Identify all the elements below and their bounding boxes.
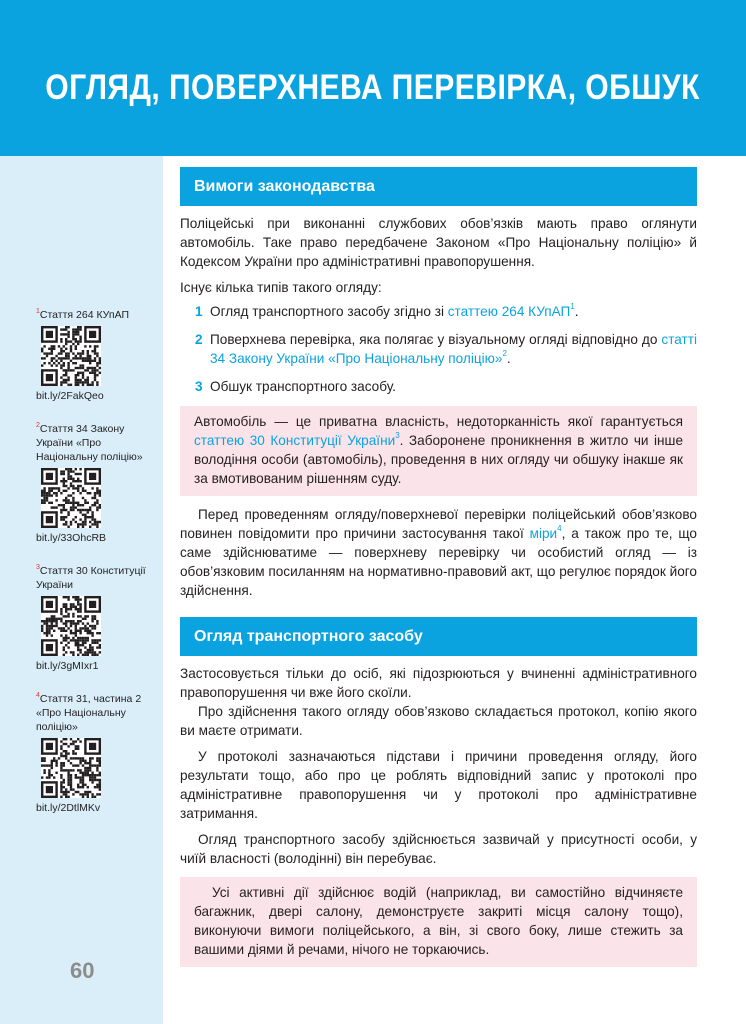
qr-code-icon[interactable] [41, 596, 101, 656]
list-text: Поверхнева перевірка, яка полягає у візуальному огляді відповідно до [210, 332, 662, 347]
footnote-title: Стаття 30 Конституції України [36, 565, 146, 591]
section-heading: Огляд транспортного засобу [180, 617, 697, 656]
footnote-4 [36, 692, 156, 815]
footnote-ref: 3 [395, 431, 400, 440]
footnote-link[interactable]: bit.ly/3gMIxr1 [36, 660, 99, 672]
footnote-link[interactable]: bit.ly/2DtlMKv [36, 802, 101, 814]
callout-box [180, 406, 697, 496]
inspection-types-list [180, 302, 697, 396]
footnote-number: 3 [36, 564, 40, 571]
qr-code-icon[interactable] [41, 738, 101, 798]
footnote-1 [36, 308, 156, 403]
list-number: 2 [195, 332, 203, 347]
list-tail: . [506, 351, 511, 366]
page-number: 60 [70, 958, 95, 983]
list-number: 1 [195, 304, 203, 319]
footnote-3 [36, 564, 156, 673]
paragraph-part: Перед проведенням огляду/поверхневої перевірки поліцейський обов’язково повинен повідомити про причини застосування такої [180, 507, 697, 541]
paragraph: Про здійснення такого огляду обов’язково складається протокол, копію якого ви маєте отримати. [180, 704, 697, 738]
footnote-title: Стаття 31, частина 2 «Про Національну поліцію» [36, 693, 142, 733]
footnote-number: 1 [36, 308, 40, 315]
list-tail: . [574, 304, 579, 319]
paragraph-part: , а також про те, що саме здійснюватиме — поверхневу перевірку чи особистий огляд — із обов’язковим посиланням на нормативно-правовий акт, що регулює порядок його здійснення. [180, 526, 697, 598]
page-title: ОГЛЯД, ПОВЕРХНЕВА ПЕРЕВІРКА, ОБШУК [45, 68, 701, 107]
footnote-link[interactable]: bit.ly/2FakQeo [36, 390, 104, 402]
measure-link[interactable]: міри [529, 526, 558, 541]
callout-box [180, 877, 697, 967]
list-item [180, 330, 697, 368]
footnote-ref: 4 [557, 524, 562, 533]
footnote-title: Стаття 264 КУпАП [39, 309, 129, 321]
page-header [0, 0, 746, 156]
paragraph: Існує кілька типів такого огляду: [180, 280, 382, 295]
paragraph: Огляд транспортного засобу здійснюється зазвичай у присутності особи, у чиїй власності (володінні) він перебуває. [180, 832, 697, 866]
list-item [180, 302, 697, 321]
paragraph: Поліцейські при виконанні службових обов’язків мають право оглянути автомобіль. Таке право передбачене Законом «Про Національну поліцію» й Кодексом України про адміністративні правопорушення. [180, 216, 697, 269]
list-text: Обшук транспортного засобу. [210, 379, 396, 394]
sidebar-notes [0, 156, 163, 1024]
list-number: 3 [195, 379, 203, 394]
callout-text: Усі активні дії здійснює водій (наприклад, ви самостійно відчиняєте багажник, двері салону, демонструєте закриті місця салону тощо), виконуючи вимоги поліцейського, а він, зі свого боку, лише стежить за вашими діями й речами, нічого не торкаючись. [194, 885, 683, 957]
constitution-link[interactable]: статтею 30 Конституції України [194, 433, 396, 448]
law-link[interactable]: статті 34 Закону України «Про Національну поліцію» [210, 332, 697, 366]
footnote-ref: 2 [502, 349, 507, 358]
footnote-number: 4 [36, 692, 40, 699]
paragraph: Застосовується тільки до осіб, які підозрюються у вчиненні адміністративного правопорушення чи вже його скоїли. [180, 666, 697, 700]
qr-code-icon[interactable] [41, 326, 101, 386]
list-text: Огляд транспортного засобу згідно зі [210, 304, 448, 319]
list-item [180, 377, 697, 396]
main-content [180, 167, 697, 967]
paragraph [180, 505, 697, 600]
footnote-title: Стаття 34 Закону України «Про Національну поліцію» [36, 423, 143, 463]
section-heading: Вимоги законодавства [180, 167, 697, 206]
callout-text [194, 412, 683, 488]
law-link[interactable]: статтею 264 КУпАП [447, 304, 571, 319]
callout-text-part: . Заборонене проникнення в житло чи інше володіння особи (автомобіль), проведення в них огляду чи обшуку інакше як за вмотивованим рішенням суду. [194, 433, 683, 486]
footnote-link[interactable]: bit.ly/33OhcRB [36, 532, 107, 544]
callout-text-part: Автомобіль — це приватна власність, недоторканність якої гарантується [194, 414, 683, 429]
qr-code-icon[interactable] [41, 468, 101, 528]
footnote-ref: 1 [570, 302, 575, 311]
footnote-2 [36, 422, 156, 545]
paragraph: У протоколі зазначаються підстави і причини проведення огляду, його результати тощо, або про це роблять відповідний запис у протоколі про адміністративне правопорушення чи у протоколі про адміністративне затримання. [180, 749, 697, 821]
footnote-number: 2 [36, 422, 40, 429]
